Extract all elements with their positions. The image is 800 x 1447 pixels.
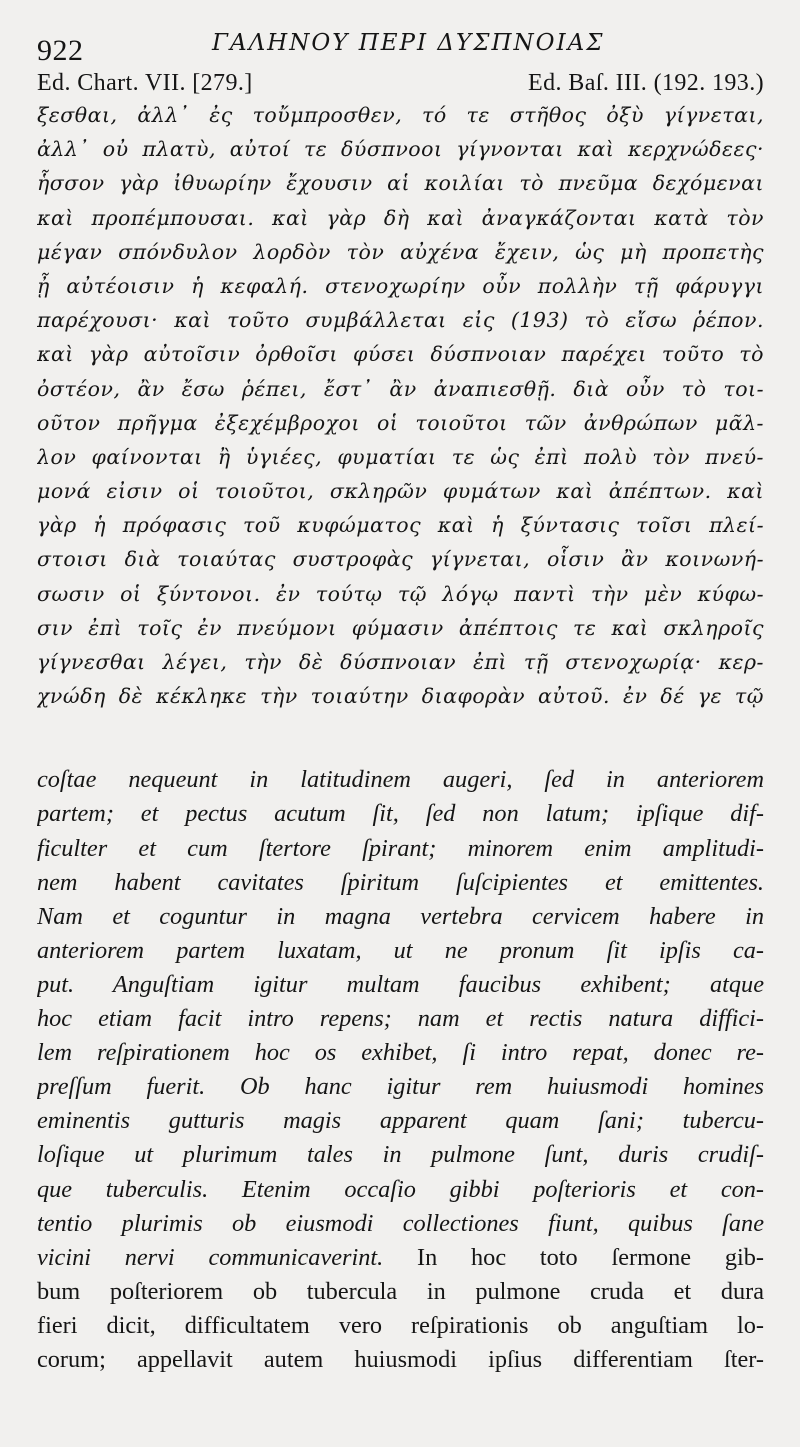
edition-basel: Ed. Baſ. III. (192. 193.): [528, 70, 764, 96]
latin-line: lem reſpirationem hoc os exhibet, ſi intro repat, donec re-: [37, 1039, 764, 1067]
latin-line: hoc etiam facit intro repens; nam et rectis natura diffici-: [37, 1005, 764, 1033]
page-number: 922: [37, 34, 84, 67]
greek-line: γὰρ ἡ πρόφασις τοῦ κυφώματος καὶ ἡ ξύντασις τοῖσι πλεί-: [37, 513, 764, 538]
latin-line: ficulter et cum ſtertore ſpirant; minorem enim amplitudi-: [37, 834, 764, 862]
greek-line: σιν ἐπὶ τοῖς ἐν πνεύμονι φύμασιν ἀπέπτοις τε καὶ σκληροῖς: [37, 615, 764, 640]
greek-line: μονά εἰσιν οἱ τοιοῦτοι, σκληρῶν φυμάτων καὶ ἀπέπτων. καὶ: [37, 479, 764, 504]
greek-line: ὀστέον, ἂν ἔσω ῥέπει, ἔστ᾽ ἂν ἀναπιεσθῇ. διὰ οὖν τὸ τοι-: [37, 376, 764, 401]
latin-line: eminentis gutturis magis apparent quam ſani; tubercu-: [37, 1107, 764, 1135]
latin-line: coſtae nequeunt in latitudinem augeri, ſed in anteriorem: [37, 766, 764, 794]
running-head: [37, 18, 764, 67]
greek-line: χνώδη δὲ κέκληκε τὴν τοιαύτην διαφορὰν αὐτοῦ. ἐν δέ γε τῷ: [37, 684, 764, 709]
latin-italic-segment: vicini nervi communicaverint.: [37, 1243, 384, 1271]
edition-chartier: Ed. Chart. VII. [279.]: [37, 70, 253, 96]
edition-references: [37, 70, 764, 97]
greek-line: ᾖ αὐτέοισιν ἡ κεφαλή. στενοχωρίην οὖν πολλὴν τῇ φάρυγγι: [37, 273, 764, 298]
latin-line: loſique ut plurimum tales in pulmone ſunt, duris crudiſ-: [37, 1141, 764, 1169]
latin-line: que tuberculis. Etenim occaſio gibbi poſterioris et con-: [37, 1175, 764, 1203]
greek-line: οῦτον πρῆγμα ἐξεχέμβροχοι οἱ τοιοῦτοι τῶν ἀνθρώπων μᾶλ-: [37, 410, 764, 435]
latin-roman-segment: In hoc toto ſermone gib-: [417, 1243, 764, 1271]
latin-line: anteriorem partem luxatam, ut ne pronum ſit ipſis ca-: [37, 936, 764, 964]
greek-text-block: [37, 98, 764, 713]
greek-line: σωσιν οἱ ξύντονοι. ἐν τούτῳ τῷ λόγῳ παντὶ τὴν μὲν κύφω-: [37, 581, 764, 606]
latin-line: put. Anguſtiam igitur multam faucibus exhibent; atque: [37, 970, 764, 998]
latin-line: bum poſteriorem ob tubercula in pulmone cruda et dura: [37, 1277, 764, 1305]
greek-line: καὶ προπέμπουσαι. καὶ γὰρ δὴ καὶ ἀναγκάζονται κατὰ τὸν: [37, 205, 764, 230]
greek-line: καὶ γὰρ αὐτοῖσιν ὀρθοῖσι φύσει δύσπνοιαν παρέχει τοῦτο τὸ: [37, 342, 764, 367]
latin-line: Nam et coguntur in magna vertebra cervicem habere in: [37, 902, 764, 930]
latin-line: partem; et pectus acutum ſit, ſed non latum; ipſique dif-: [37, 800, 764, 828]
greek-line: γίγνεσθαι λέγει, τὴν δὲ δύσπνοιαν ἐπὶ τῇ στενοχωρίᾳ· κερ-: [37, 650, 764, 674]
greek-line: ξεσθαι, ἀλλ᾽ ἐς τοὔμπροσθεν, τό τε στῆθος ὀξὺ γίγνεται,: [37, 103, 764, 127]
greek-line: στοισι διὰ τοιαύτας συστροφὰς γίγνεται, οἷσιν ἂν κοινωνή-: [37, 547, 764, 572]
latin-line: nem habent cavitates ſpiritum ſuſcipientes et emittentes.: [37, 868, 764, 896]
greek-line: λον φαίνονται ἢ ὑγιέες, φυματίαι τε ὡς ἐπὶ πολὺ τὸν πνεύ-: [37, 444, 764, 469]
greek-line: μέγαν σπόνδυλον λορδὸν τὸν αὐχένα ἔχειν, ὡς μὴ προπετὴς: [37, 239, 764, 264]
latin-translation-block: [37, 763, 764, 1377]
latin-line: corum; appellavit autem huiusmodi ipſius differentiam ſter-: [37, 1345, 764, 1373]
latin-line: tentio plurimis ob eiusmodi collectiones fiunt, quibus ſane: [37, 1209, 764, 1237]
latin-line-mixed: [37, 1241, 764, 1275]
greek-line: ἀλλ᾽ οὐ πλατὺ, αὐτοί τε δύσπνοοι γίγνονται καὶ κερχνώδεες·: [37, 137, 764, 162]
running-title: ΓΑΛΗΝΟΥ ΠΕΡΙ ΔΥΣΠΝΟΙΑΣ: [212, 30, 605, 56]
latin-line: fieri dicit, difficultatem vero reſpirationis ob anguſtiam lo-: [37, 1311, 764, 1339]
greek-line: ἧσσον γὰρ ἰθυωρίην ἔχουσιν αἱ κοιλίαι τὸ πνεῦμα δεχόμεναι: [37, 171, 764, 196]
greek-line: παρέχουσι· καὶ τοῦτο συμβάλλεται εἰς (193) τὸ εἴσω ῥέπον.: [37, 308, 764, 333]
latin-line: preſſum fuerit. Ob hanc igitur rem huiusmodi homines: [37, 1073, 764, 1101]
